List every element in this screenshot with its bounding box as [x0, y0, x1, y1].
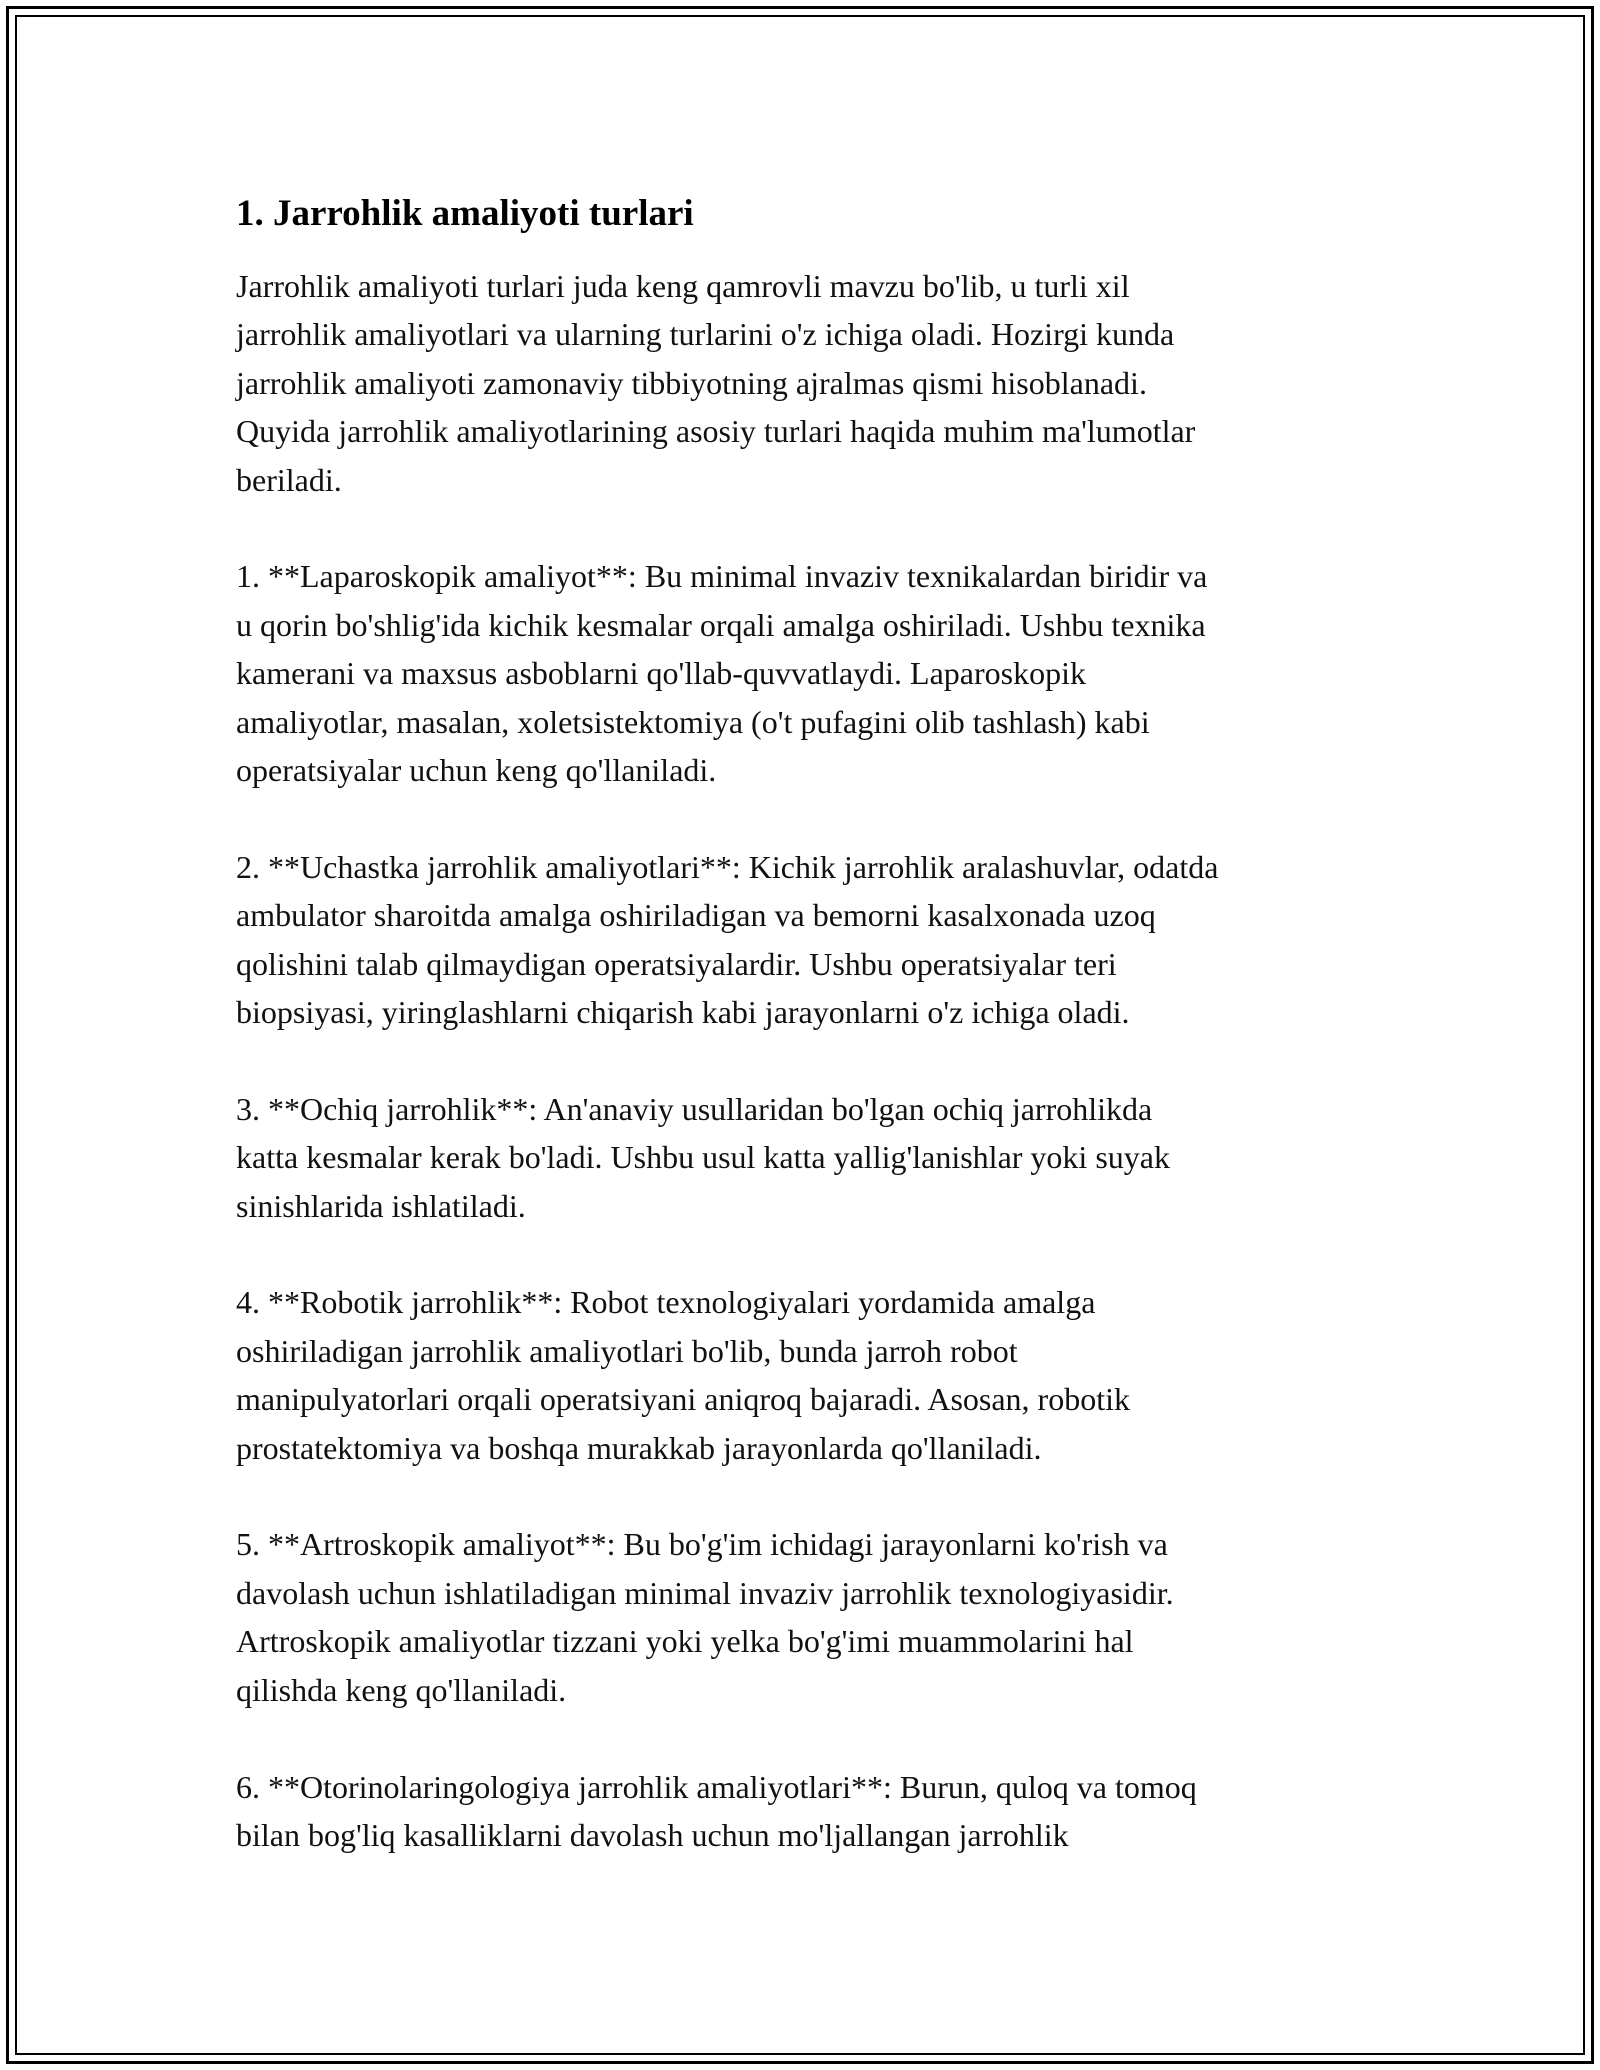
- text-line: katta kesmalar kerak bo'ladi. Ushbu usul katta yallig'lanishlar yoki suyak: [236, 1139, 1170, 1176]
- text-line: davolash uchun ishlatiladigan minimal invaziv jarrohlik texnologiyasidir.: [236, 1574, 1174, 1611]
- text-line: oshiriladigan jarrohlik amaliyotlari bo'lib, bunda jarroh robot: [236, 1332, 1018, 1369]
- text-line: operatsiyalar uchun keng qo'llaniladi.: [236, 752, 717, 789]
- document-body: [236, 190, 1376, 1908]
- text-line: kamerani va maxsus asboblarni qo'llab-quvvatlaydi. Laparoskopik: [236, 655, 1086, 692]
- text-line: ambulator sharoitda amalga oshiriladigan va bemorni kasalxonada uzoq: [236, 897, 1156, 934]
- text-line: 3. **Ochiq jarrohlik**: An'anaviy usullaridan bo'lgan ochiq jarrohlikda: [236, 1090, 1153, 1127]
- text-line: 6. **Otorinolaringologiya jarrohlik amaliyotlari**: Burun, quloq va tomoq: [236, 1768, 1197, 1805]
- text-line: bilan bog'liq kasalliklarni davolash uchun mo'ljallangan jarrohlik: [236, 1816, 1069, 1853]
- list-item-robotic: [236, 1278, 1376, 1472]
- list-item-ent: [236, 1763, 1376, 1860]
- text-line: u qorin bo'shlig'ida kichik kesmalar orqali amalga oshiriladi. Ushbu texnika: [236, 606, 1206, 643]
- text-line: qilishda keng qo'llaniladi.: [236, 1671, 567, 1708]
- text-line: beriladi.: [236, 461, 342, 498]
- text-line: prostatektomiya va boshqa murakkab jarayonlarda qo'llaniladi.: [236, 1429, 1042, 1466]
- text-line: 2. **Uchastka jarrohlik amaliyotlari**: Kichik jarrohlik aralashuvlar, odatda: [236, 848, 1219, 885]
- text-line: jarrohlik amaliyotlari va ularning turlarini o'z ichiga oladi. Hozirgi kunda: [236, 316, 1175, 353]
- list-item-outpatient: [236, 843, 1376, 1037]
- text-line: Quyida jarrohlik amaliyotlarining asosiy turlari haqida muhim ma'lumotlar: [236, 413, 1196, 450]
- section-heading: 1. Jarrohlik amaliyoti turlari: [236, 193, 694, 234]
- text-line: biopsiyasi, yiringlashlarni chiqarish kabi jarayonlarni o'z ichiga oladi.: [236, 994, 1130, 1031]
- list-item-open-surgery: [236, 1085, 1376, 1230]
- text-line: sinishlarida ishlatiladi.: [236, 1187, 526, 1224]
- text-line: Jarrohlik amaliyoti turlari juda keng qamrovli mavzu bo'lib, u turli xil: [236, 268, 1130, 304]
- list-item-laparoscopic: [236, 552, 1376, 794]
- text-line: Artroskopik amaliyotlar tizzani yoki yelka bo'g'imi muammolarini hal: [236, 1623, 1134, 1660]
- text-line: 5. **Artroskopik amaliyot**: Bu bo'g'im ichidagi jarayonlarni ko'rish va: [236, 1526, 1168, 1563]
- text-line: jarrohlik amaliyoti zamonaviy tibbiyotning ajralmas qismi hisoblanadi.: [236, 364, 1147, 401]
- text-line: 1. **Laparoskopik amaliyot**: Bu minimal invaziv texnikalardan biridir va: [236, 558, 1208, 595]
- text-line: 4. **Robotik jarrohlik**: Robot texnologiyalari yordamida amalga: [236, 1284, 1096, 1321]
- text-line: amaliyotlar, masalan, xoletsistektomiya (o't pufagini olib tashlash) kabi: [236, 703, 1150, 740]
- list-item-arthroscopic: [236, 1520, 1376, 1714]
- text-line: qolishini talab qilmaydigan operatsiyalardir. Ushbu operatsiyalar teri: [236, 945, 1117, 982]
- text-line: manipulyatorlari orqali operatsiyani aniqroq bajaradi. Asosan, robotik: [236, 1381, 1130, 1418]
- intro-paragraph: [236, 262, 1376, 504]
